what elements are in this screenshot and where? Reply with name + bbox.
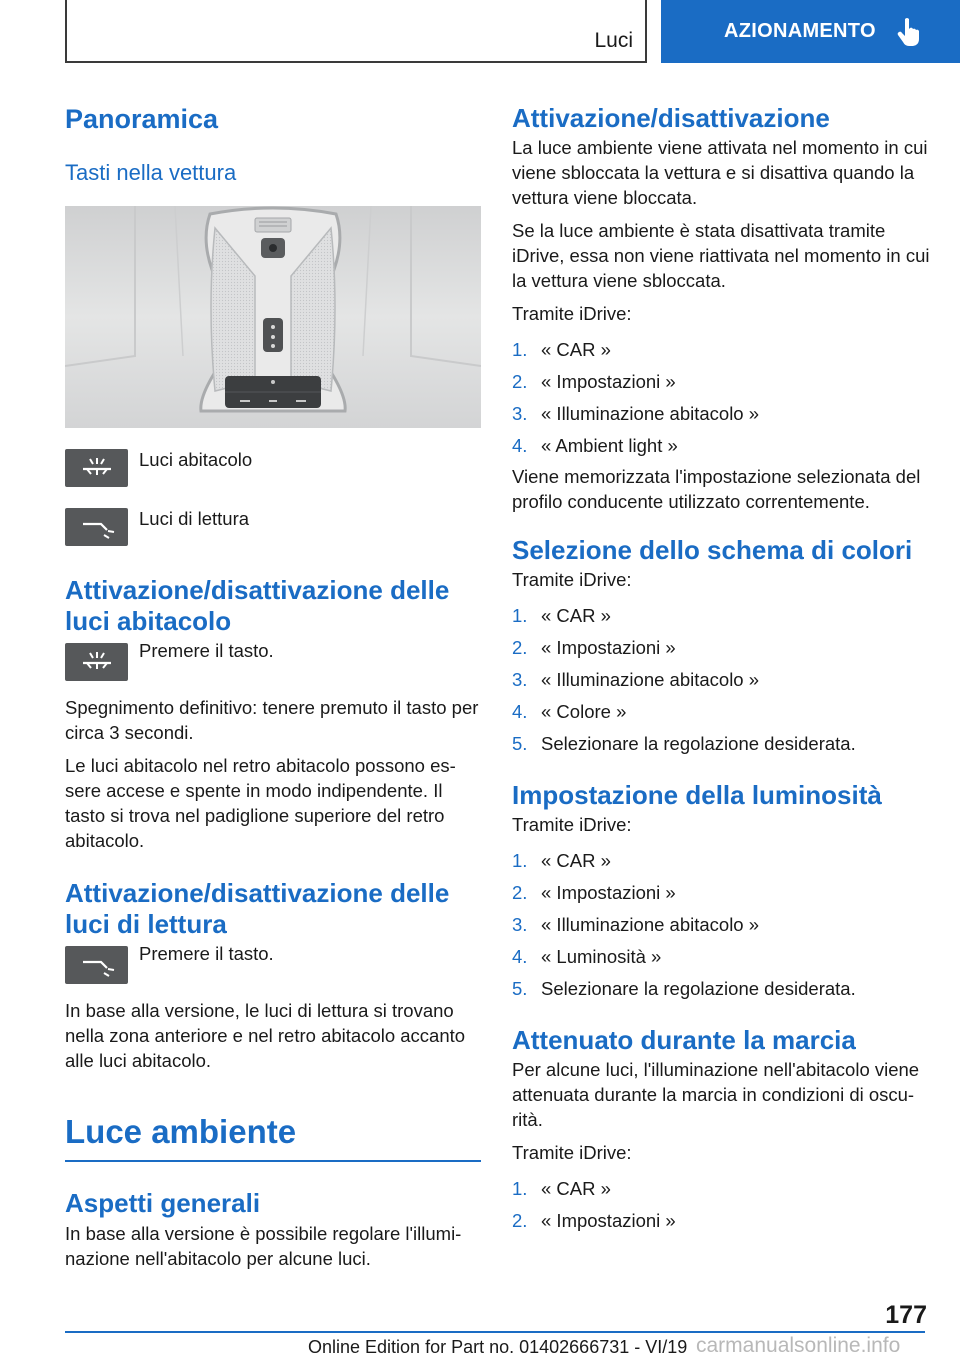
- color-scheme-heading: Selezione dello schema di colori: [512, 535, 913, 565]
- reading-light-button-icon: [65, 946, 128, 984]
- press-button-text: Premere il tasto.: [139, 640, 274, 661]
- steps-list: [512, 600, 930, 760]
- interior-lights-item: [65, 449, 481, 487]
- step-number: 1.: [512, 1178, 528, 1199]
- paragraph: La luce ambiente viene attivata nel momento in cui viene sbloccata la vettura e si disattiva quando la vettura viene bloccata.: [512, 137, 928, 208]
- paragraph: Tramite iDrive:: [512, 569, 632, 590]
- left-column: [65, 100, 481, 1271]
- step-text: « Colore »: [541, 701, 627, 722]
- paragraph: Tramite iDrive:: [512, 814, 632, 835]
- general-heading: Aspetti generali: [65, 1188, 261, 1218]
- paragraph: In base alla versione, le luci di lettura si trovano nella zona anteriore e nel retro abitacolo accanto alle luci abitacolo.: [65, 1000, 466, 1071]
- steps-list: [512, 334, 930, 462]
- pointing-hand-icon: [896, 17, 924, 47]
- step-text: « Luminosità »: [541, 946, 662, 967]
- overview-heading: Panoramica: [65, 104, 219, 134]
- activation-heading: Attivazione/disattivazione: [512, 103, 830, 133]
- header-frame: [65, 0, 647, 63]
- list-item: [512, 366, 930, 398]
- paragraph: Spegnimento definitivo: tenere premuto il tasto per circa 3 secondi.: [65, 697, 479, 743]
- interior-light-button-icon: [65, 449, 128, 487]
- chapter-heading: Luce ambiente: [65, 1113, 297, 1150]
- paragraph: Tramite iDrive:: [512, 303, 632, 324]
- step-number: 3.: [512, 669, 528, 690]
- reading-lights-label: Luci di lettura: [139, 508, 250, 529]
- reading-lights-item: [65, 508, 481, 546]
- step-text: « Illuminazione abitacolo »: [541, 669, 760, 690]
- page-number: 177: [885, 1301, 927, 1329]
- interior-light-button-icon: [65, 643, 128, 681]
- footer-rule: [65, 1331, 925, 1333]
- list-item: [512, 696, 930, 728]
- step-text: « Illuminazione abitacolo »: [541, 914, 760, 935]
- press-button-text: Premere il tasto.: [139, 943, 274, 964]
- edition-text: Online Edition for Part no. 01402666731 - VI/19: [308, 1337, 688, 1357]
- list-item: [512, 909, 930, 941]
- list-item: [512, 398, 930, 430]
- list-item: [512, 334, 930, 366]
- step-text: « CAR »: [541, 1178, 611, 1199]
- roof-console-photo: [65, 206, 481, 428]
- step-number: 4.: [512, 701, 528, 722]
- dimmed-heading: Attenuato durante la marcia: [512, 1025, 856, 1055]
- step-text: « CAR »: [541, 850, 611, 871]
- steps-list: [512, 1173, 930, 1237]
- list-item: [512, 1173, 930, 1205]
- step-text: « CAR »: [541, 339, 611, 360]
- list-item: [512, 1205, 930, 1237]
- step-text: Selezionare la regolazione desiderata.: [541, 733, 856, 754]
- list-item: [512, 430, 930, 462]
- buttons-subheading: Tasti nella vettura: [65, 160, 237, 185]
- step-number: 1.: [512, 850, 528, 871]
- roof-console-illustration: [65, 206, 481, 428]
- step-text: « Impostazioni »: [541, 371, 676, 392]
- step-text: « CAR »: [541, 605, 611, 626]
- paragraph: Tramite iDrive:: [512, 1142, 632, 1163]
- list-item: [512, 973, 930, 1005]
- step-text: Selezionare la regolazione desiderata.: [541, 978, 856, 999]
- brightness-heading: Impostazione della luminosità: [512, 780, 882, 810]
- step-number: 2.: [512, 371, 528, 392]
- section-title: Luci: [594, 29, 633, 52]
- list-item: [512, 664, 930, 696]
- interior-lights-heading: Attivazione/disattivazione delle luci abitacolo: [65, 575, 450, 636]
- watermark: carmanualsonline.info: [696, 1334, 901, 1357]
- step-number: 4.: [512, 946, 528, 967]
- paragraph: Se la luce ambiente è stata disattivata tramite iDrive, essa non viene riattivata nel momento in cui la vettura viene sbloccata.: [512, 220, 930, 291]
- step-text: « Illuminazione abitacolo »: [541, 403, 760, 424]
- step-number: 3.: [512, 914, 528, 935]
- step-number: 2.: [512, 882, 528, 903]
- list-item: [512, 941, 930, 973]
- step-number: 3.: [512, 403, 528, 424]
- step-text: « Impostazioni »: [541, 637, 676, 658]
- interior-lights-label: Luci abitacolo: [139, 449, 253, 470]
- list-item: [512, 728, 930, 760]
- step-text: « Impostazioni »: [541, 1210, 676, 1231]
- list-item: [512, 600, 930, 632]
- step-number: 5.: [512, 733, 528, 754]
- paragraph: Viene memorizzata l'impostazione selezionata del profilo conducente utilizzato correntemente.: [512, 466, 921, 512]
- chapter-rule: [65, 1160, 481, 1162]
- step-number: 5.: [512, 978, 528, 999]
- chapter-tab-label: AZIONAMENTO: [724, 20, 876, 42]
- step-text: « Ambient light »: [541, 435, 678, 456]
- interior-press-item: [65, 640, 481, 681]
- list-item: [512, 632, 930, 664]
- step-number: 1.: [512, 339, 528, 360]
- reading-light-button-icon: [65, 508, 128, 546]
- chapter-tab[interactable]: [661, 0, 960, 63]
- paragraph: In base alla versione è possibile regolare l'illumi-nazione nell'abitacolo per alcune luci.: [65, 1223, 462, 1269]
- step-number: 2.: [512, 637, 528, 658]
- step-number: 1.: [512, 605, 528, 626]
- right-column: [512, 100, 930, 1237]
- step-text: « Impostazioni »: [541, 882, 676, 903]
- reading-lights-heading: Attivazione/disattivazione delle luci di lettura: [65, 878, 450, 939]
- step-number: 2.: [512, 1210, 528, 1231]
- reading-press-item: [65, 943, 481, 984]
- paragraph: Per alcune luci, l'illuminazione nell'abitacolo viene attenuata durante la marcia in condizioni di oscu-rità.: [512, 1059, 920, 1130]
- paragraph: Le luci abitacolo nel retro abitacolo possono es-sere accese e spente in modo indipendente. Il tasto si trova nel padiglione superiore del retro abitacolo.: [65, 755, 456, 851]
- steps-list: [512, 845, 930, 1005]
- step-number: 4.: [512, 435, 528, 456]
- list-item: [512, 845, 930, 877]
- list-item: [512, 877, 930, 909]
